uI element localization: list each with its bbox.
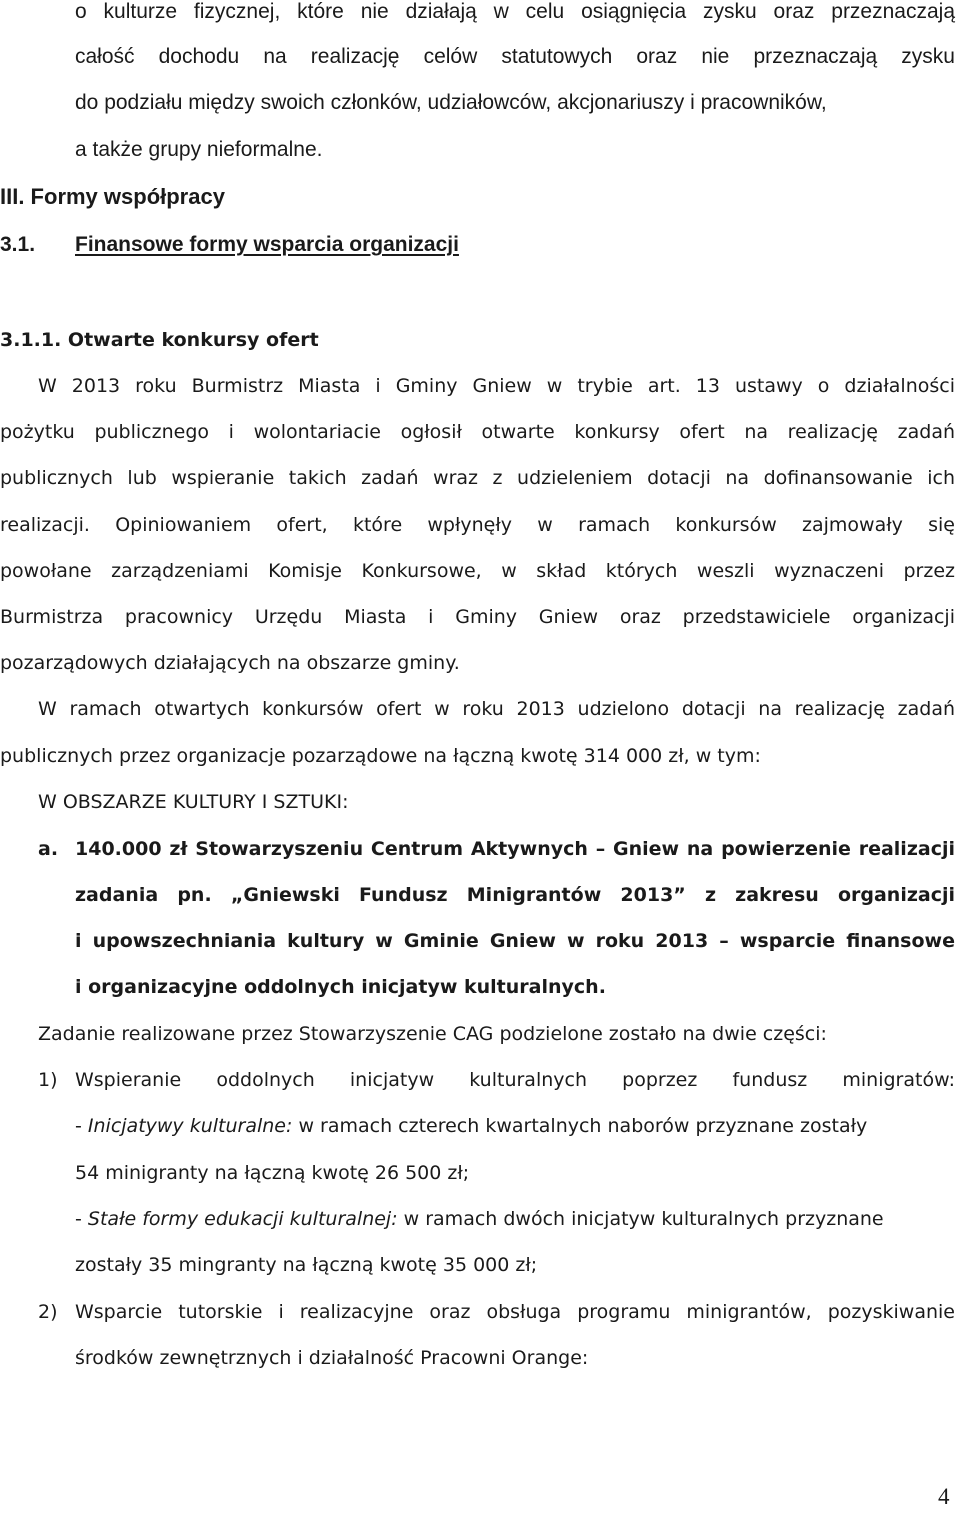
intro-line-3: do podziału między swoich członków, udziałowców, akcjonariuszy i pracowników, (75, 91, 827, 114)
culture-item-label: a. (38, 838, 59, 860)
paragraph-1-line-1: W 2013 roku Burmistrz Miasta i Gminy Gniew w trybie art. 13 ustawy o działalności (38, 375, 955, 397)
bullet-1-label: Inicjatywy kulturalne: (87, 1115, 293, 1137)
list-item-1-number: 1) (38, 1069, 58, 1091)
bullet-2-dash: - (75, 1208, 88, 1230)
paragraph-1-line-6: Burmistrza pracownicy Urzędu Miasta i Gminy Gniew oraz przedstawiciele organizacji (0, 606, 955, 628)
culture-item-line-2: zadania pn. „Gniewski Fundusz Minigrantów 2013” z zakresu organizacji (75, 884, 955, 906)
paragraph-1-line-7: pozarządowych działających na obszarze gminy. (0, 652, 460, 674)
bullet-2-rest: w ramach dwóch inicjatyw kulturalnych przyznane (397, 1208, 884, 1230)
bullet-1-line-1 (75, 1115, 867, 1137)
list-item-1-text: Wspieranie oddolnych inicjatyw kulturalnych poprzez fundusz minigratów: (75, 1069, 955, 1091)
section-heading: III. Formy współpracy (0, 184, 225, 209)
intro-line-4: a także grupy nieformalne. (75, 138, 323, 161)
bullet-2-line-2: zostały 35 mingranty na łączną kwotę 35 000 zł; (75, 1254, 538, 1276)
paragraph-1-line-2: pożytku publicznego i wolontariacie ogłosił otwarte konkursy ofert na realizację zadań (0, 421, 955, 443)
paragraph-2-line-2: publicznych przez organizacje pozarządowe na łączną kwotę 314 000 zł, w tym: (0, 745, 761, 767)
culture-heading: W OBSZARZE KULTURY I SZTUKI: (38, 791, 349, 813)
list-item-2-line-2: środków zewnętrznych i działalność Pracowni Orange: (75, 1347, 589, 1369)
bullet-2-line-1 (75, 1208, 884, 1230)
list-item-2-number: 2) (38, 1301, 58, 1323)
paragraph-1-line-5: powołane zarządzeniami Komisje Konkursowe, w skład których weszli wyznaczeni przez (0, 560, 955, 582)
intro-line-2: całość dochodu na realizację celów statutowych oraz nie przeznaczają zysku (75, 45, 955, 68)
subsection-number: 3.1. (0, 233, 36, 256)
page-number: 4 (938, 1484, 950, 1509)
list-item-2-text: Wsparcie tutorskie i realizacyjne oraz obsługa programu minigrantów, pozyskiwanie (75, 1301, 955, 1323)
paragraph-1-line-3: publicznych lub wspieranie takich zadań wraz z udzieleniem dotacji na dofinansowanie ich (0, 467, 955, 489)
bullet-2-label: Stałe formy edukacji kulturalnej: (87, 1208, 398, 1230)
culture-item-line-4: i organizacyjne oddolnych inicjatyw kulturalnych. (75, 976, 606, 998)
subsubsection-heading: 3.1.1. Otwarte konkursy ofert (0, 329, 319, 351)
paragraph-2-line-1: W ramach otwartych konkursów ofert w roku 2013 udzielono dotacji na realizację zadań (38, 698, 955, 720)
bullet-1-rest: w ramach czterech kwartalnych naborów przyznane zostały (292, 1115, 868, 1137)
bullet-1-dash: - (75, 1115, 88, 1137)
culture-item-line-1: 140.000 zł Stowarzyszeniu Centrum Aktywnych – Gniew na powierzenie realizacji (75, 838, 955, 860)
culture-item-line-3: i upowszechniania kultury w Gminie Gniew w roku 2013 – wsparcie finansowe (75, 930, 955, 952)
bullet-1-line-2: 54 minigranty na łączną kwotę 26 500 zł; (75, 1162, 470, 1184)
subsection-title: Finansowe formy wsparcia organizacji (75, 233, 459, 256)
paragraph-1-line-4: realizacji. Opiniowaniem ofert, które wpłynęły w ramach konkursów zajmowały się (0, 514, 955, 536)
split-intro: Zadanie realizowane przez Stowarzyszenie CAG podzielone zostało na dwie części: (38, 1023, 827, 1045)
intro-line-1: o kulturze fizycznej, które nie działają w celu osiągnięcia zysku oraz przeznaczają (75, 0, 955, 23)
